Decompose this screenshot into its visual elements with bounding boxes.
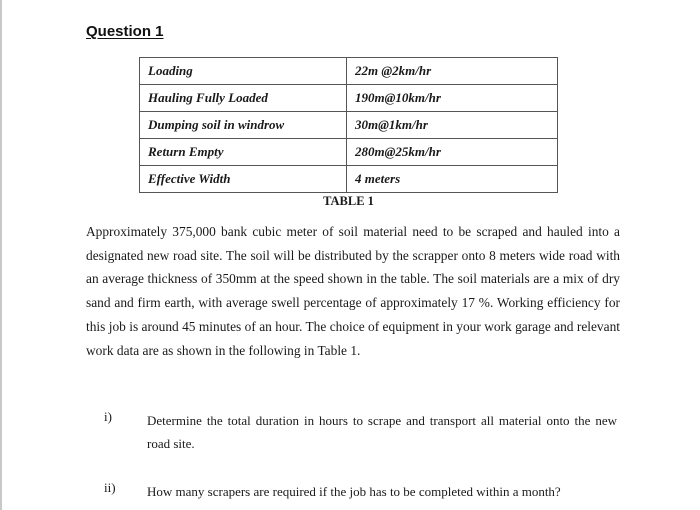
table-cell-value: 30m@1km/hr	[347, 112, 558, 139]
question-text: Determine the total duration in hours to scrape and transport all material onto the new road site.	[147, 413, 617, 451]
table-cell-value: 22m @2km/hr	[347, 58, 558, 85]
table-row	[140, 112, 558, 139]
table-row	[140, 139, 558, 166]
question-text: How many scrapers are required if the job has to be completed within a month?	[147, 484, 561, 499]
table-cell-parameter: Effective Width	[140, 166, 347, 193]
table-row	[140, 166, 558, 193]
table-cell-value: 280m@25km/hr	[347, 139, 558, 166]
problem-paragraph: Approximately 375,000 bank cubic meter of soil material need to be scraped and hauled into a designated new road site. The soil will be distributed by the scrapper onto 8 meters wide road with an average thickness of 350mm at the speed shown in the table. The soil materials are a mix of dry sand and firm earth, with average swell percentage of approximately 17 %. Working efficiency for this job is around 45 minutes of an hour. The choice of equipment in your work garage and relevant work data are as shown in the following in Table 1.	[86, 224, 620, 358]
table-cell-parameter: Dumping soil in windrow	[140, 112, 347, 139]
question-title: Question 1	[86, 23, 164, 40]
left-edge-divider	[0, 0, 2, 510]
table-caption: TABLE 1	[323, 194, 374, 208]
table-cell-parameter: Return Empty	[140, 139, 347, 166]
question-marker: ii)	[104, 480, 116, 495]
table-cell-value: 4 meters	[347, 166, 558, 193]
equipment-data-table	[139, 57, 558, 193]
table-cell-value: 190m@10km/hr	[347, 85, 558, 112]
table-row	[140, 58, 558, 85]
table-cell-parameter: Hauling Fully Loaded	[140, 85, 347, 112]
table-cell-parameter: Loading	[140, 58, 347, 85]
table-row	[140, 85, 558, 112]
question-marker: i)	[104, 409, 112, 424]
